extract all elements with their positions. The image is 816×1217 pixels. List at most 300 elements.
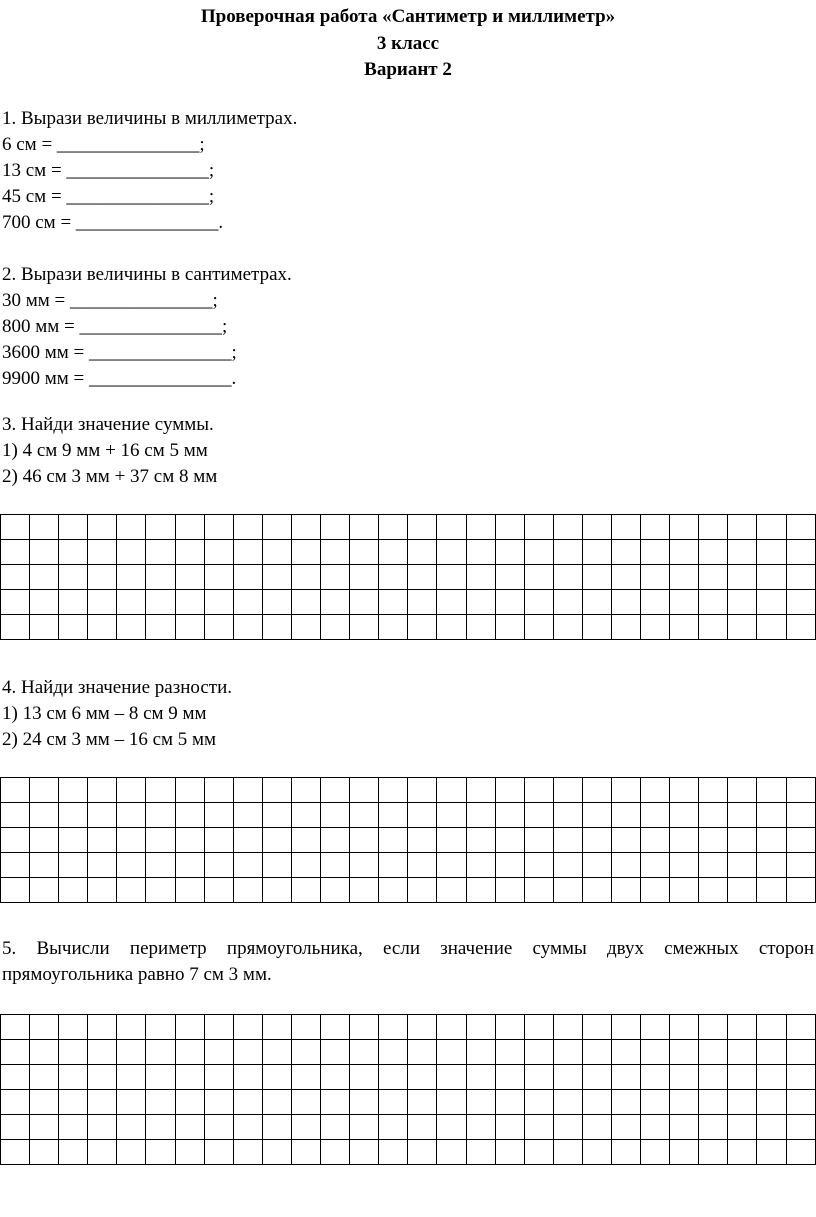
grid-cell[interactable]: [30, 1040, 59, 1065]
grid-cell[interactable]: [553, 615, 582, 640]
grid-cell[interactable]: [641, 1140, 670, 1165]
grid-cell[interactable]: [88, 540, 117, 565]
grid-cell[interactable]: [30, 565, 59, 590]
grid-cell[interactable]: [641, 803, 670, 828]
grid-cell[interactable]: [757, 1140, 786, 1165]
grid-cell[interactable]: [728, 1090, 757, 1115]
grid-cell[interactable]: [59, 1065, 88, 1090]
grid-cell[interactable]: [466, 878, 495, 903]
grid-cell[interactable]: [408, 828, 437, 853]
grid-cell[interactable]: [611, 540, 640, 565]
grid-cell[interactable]: [786, 803, 815, 828]
grid-cell[interactable]: [350, 615, 379, 640]
grid-cell[interactable]: [204, 853, 233, 878]
grid-cell[interactable]: [233, 1065, 262, 1090]
grid-cell[interactable]: [321, 1015, 350, 1040]
grid-cell[interactable]: [408, 540, 437, 565]
grid-cell[interactable]: [291, 615, 320, 640]
grid-cell[interactable]: [88, 1040, 117, 1065]
grid-cell[interactable]: [524, 778, 553, 803]
grid-cell[interactable]: [1, 1115, 30, 1140]
grid-cell[interactable]: [757, 803, 786, 828]
grid-cell[interactable]: [495, 565, 524, 590]
grid-cell[interactable]: [379, 565, 408, 590]
grid-cell[interactable]: [582, 1090, 611, 1115]
grid-cell[interactable]: [728, 540, 757, 565]
grid-cell[interactable]: [582, 1115, 611, 1140]
grid-cell[interactable]: [350, 590, 379, 615]
grid-cell[interactable]: [321, 1065, 350, 1090]
grid-cell[interactable]: [466, 1115, 495, 1140]
grid-cell[interactable]: [466, 1065, 495, 1090]
grid-cell[interactable]: [30, 853, 59, 878]
grid-cell[interactable]: [699, 778, 728, 803]
grid-cell[interactable]: [641, 828, 670, 853]
grid-cell[interactable]: [437, 778, 466, 803]
grid-cell[interactable]: [233, 1090, 262, 1115]
grid-cell[interactable]: [233, 590, 262, 615]
grid-cell[interactable]: [611, 828, 640, 853]
grid-cell[interactable]: [262, 1115, 291, 1140]
grid-cell[interactable]: [728, 515, 757, 540]
grid-cell[interactable]: [466, 778, 495, 803]
grid-cell[interactable]: [379, 540, 408, 565]
grid-cell[interactable]: [146, 565, 175, 590]
grid-cell[interactable]: [582, 540, 611, 565]
grid-cell[interactable]: [146, 1040, 175, 1065]
grid-cell[interactable]: [466, 615, 495, 640]
grid-cell[interactable]: [437, 590, 466, 615]
grid-cell[interactable]: [408, 515, 437, 540]
grid-cell[interactable]: [670, 828, 699, 853]
grid-cell[interactable]: [786, 1065, 815, 1090]
grid-cell[interactable]: [1, 1090, 30, 1115]
grid-cell[interactable]: [670, 1015, 699, 1040]
grid-cell[interactable]: [59, 878, 88, 903]
grid-cell[interactable]: [495, 803, 524, 828]
grid-cell[interactable]: [321, 515, 350, 540]
grid-cell[interactable]: [175, 778, 204, 803]
grid-cell[interactable]: [582, 590, 611, 615]
grid-cell[interactable]: [379, 1065, 408, 1090]
grid-cell[interactable]: [175, 878, 204, 903]
grid-cell[interactable]: [524, 515, 553, 540]
grid-cell[interactable]: [233, 878, 262, 903]
grid-cell[interactable]: [1, 615, 30, 640]
grid-cell[interactable]: [524, 540, 553, 565]
grid-cell[interactable]: [262, 828, 291, 853]
grid-cell[interactable]: [321, 1040, 350, 1065]
grid-cell[interactable]: [30, 828, 59, 853]
grid-cell[interactable]: [408, 778, 437, 803]
grid-cell[interactable]: [786, 540, 815, 565]
grid-cell[interactable]: [611, 1115, 640, 1140]
grid-cell[interactable]: [437, 1115, 466, 1140]
grid-cell[interactable]: [437, 515, 466, 540]
grid-cell[interactable]: [611, 1065, 640, 1090]
grid-cell[interactable]: [204, 778, 233, 803]
grid-cell[interactable]: [524, 1065, 553, 1090]
grid-cell[interactable]: [117, 590, 146, 615]
grid-cell[interactable]: [495, 615, 524, 640]
grid-cell[interactable]: [146, 540, 175, 565]
grid-cell[interactable]: [175, 803, 204, 828]
grid-cell[interactable]: [204, 590, 233, 615]
grid-cell[interactable]: [495, 1015, 524, 1040]
grid-cell[interactable]: [437, 853, 466, 878]
grid-cell[interactable]: [728, 590, 757, 615]
grid-cell[interactable]: [757, 1065, 786, 1090]
grid-cell[interactable]: [699, 615, 728, 640]
grid-cell[interactable]: [88, 590, 117, 615]
grid-cell[interactable]: [728, 878, 757, 903]
grid-cell[interactable]: [466, 1090, 495, 1115]
grid-cell[interactable]: [59, 1040, 88, 1065]
grid-cell[interactable]: [495, 878, 524, 903]
grid-cell[interactable]: [757, 515, 786, 540]
grid-cell[interactable]: [175, 1090, 204, 1115]
grid-cell[interactable]: [204, 1040, 233, 1065]
answer-grid-task3[interactable]: [0, 514, 816, 640]
grid-cell[interactable]: [699, 565, 728, 590]
grid-cell[interactable]: [553, 515, 582, 540]
grid-cell[interactable]: [437, 1090, 466, 1115]
grid-cell[interactable]: [786, 615, 815, 640]
grid-cell[interactable]: [204, 1015, 233, 1040]
grid-cell[interactable]: [88, 828, 117, 853]
grid-cell[interactable]: [262, 803, 291, 828]
grid-cell[interactable]: [757, 1090, 786, 1115]
grid-cell[interactable]: [553, 1015, 582, 1040]
grid-cell[interactable]: [553, 853, 582, 878]
grid-cell[interactable]: [582, 515, 611, 540]
grid-cell[interactable]: [786, 590, 815, 615]
grid-cell[interactable]: [30, 615, 59, 640]
grid-cell[interactable]: [204, 1090, 233, 1115]
grid-cell[interactable]: [553, 878, 582, 903]
grid-cell[interactable]: [321, 778, 350, 803]
grid-cell[interactable]: [30, 1065, 59, 1090]
grid-cell[interactable]: [495, 778, 524, 803]
grid-cell[interactable]: [59, 515, 88, 540]
grid-cell[interactable]: [641, 540, 670, 565]
grid-cell[interactable]: [146, 590, 175, 615]
grid-cell[interactable]: [117, 515, 146, 540]
grid-cell[interactable]: [437, 803, 466, 828]
grid-cell[interactable]: [699, 1090, 728, 1115]
grid-cell[interactable]: [466, 1040, 495, 1065]
grid-cell[interactable]: [699, 1065, 728, 1090]
grid-cell[interactable]: [204, 615, 233, 640]
grid-cell[interactable]: [670, 1090, 699, 1115]
grid-cell[interactable]: [204, 1065, 233, 1090]
grid-cell[interactable]: [786, 1115, 815, 1140]
grid-cell[interactable]: [641, 1090, 670, 1115]
grid-cell[interactable]: [728, 565, 757, 590]
grid-cell[interactable]: [204, 565, 233, 590]
grid-cell[interactable]: [408, 615, 437, 640]
grid-cell[interactable]: [1, 778, 30, 803]
grid-cell[interactable]: [291, 803, 320, 828]
grid-cell[interactable]: [30, 1140, 59, 1165]
grid-cell[interactable]: [59, 1090, 88, 1115]
grid-cell[interactable]: [88, 565, 117, 590]
grid-cell[interactable]: [466, 565, 495, 590]
grid-cell[interactable]: [321, 1140, 350, 1165]
grid-cell[interactable]: [641, 1115, 670, 1140]
grid-cell[interactable]: [321, 828, 350, 853]
grid-cell[interactable]: [553, 590, 582, 615]
grid-cell[interactable]: [350, 1090, 379, 1115]
grid-cell[interactable]: [321, 878, 350, 903]
grid-cell[interactable]: [611, 803, 640, 828]
grid-cell[interactable]: [233, 803, 262, 828]
grid-cell[interactable]: [553, 540, 582, 565]
grid-cell[interactable]: [175, 615, 204, 640]
grid-cell[interactable]: [524, 853, 553, 878]
grid-cell[interactable]: [408, 878, 437, 903]
grid-cell[interactable]: [262, 1090, 291, 1115]
grid-cell[interactable]: [786, 853, 815, 878]
grid-cell[interactable]: [350, 878, 379, 903]
grid-cell[interactable]: [291, 590, 320, 615]
grid-cell[interactable]: [30, 1015, 59, 1040]
grid-cell[interactable]: [728, 1115, 757, 1140]
grid-cell[interactable]: [408, 853, 437, 878]
grid-cell[interactable]: [233, 540, 262, 565]
grid-cell[interactable]: [350, 828, 379, 853]
grid-cell[interactable]: [117, 1090, 146, 1115]
grid-cell[interactable]: [291, 1115, 320, 1140]
grid-cell[interactable]: [1, 878, 30, 903]
grid-cell[interactable]: [175, 515, 204, 540]
grid-cell[interactable]: [495, 853, 524, 878]
grid-cell[interactable]: [379, 1015, 408, 1040]
grid-cell[interactable]: [233, 853, 262, 878]
grid-cell[interactable]: [204, 803, 233, 828]
grid-cell[interactable]: [1, 540, 30, 565]
grid-cell[interactable]: [670, 803, 699, 828]
grid-cell[interactable]: [117, 1140, 146, 1165]
grid-cell[interactable]: [524, 615, 553, 640]
grid-cell[interactable]: [233, 565, 262, 590]
grid-cell[interactable]: [291, 1015, 320, 1040]
grid-cell[interactable]: [699, 803, 728, 828]
grid-cell[interactable]: [291, 565, 320, 590]
grid-cell[interactable]: [757, 615, 786, 640]
answer-grid-task4[interactable]: [0, 777, 816, 903]
grid-cell[interactable]: [291, 778, 320, 803]
grid-cell[interactable]: [437, 828, 466, 853]
grid-cell[interactable]: [233, 828, 262, 853]
grid-cell[interactable]: [582, 878, 611, 903]
grid-cell[interactable]: [204, 1140, 233, 1165]
grid-cell[interactable]: [786, 828, 815, 853]
grid-cell[interactable]: [757, 853, 786, 878]
grid-cell[interactable]: [670, 540, 699, 565]
grid-cell[interactable]: [611, 778, 640, 803]
grid-cell[interactable]: [611, 590, 640, 615]
grid-cell[interactable]: [641, 1065, 670, 1090]
grid-cell[interactable]: [786, 1015, 815, 1040]
grid-cell[interactable]: [321, 1090, 350, 1115]
grid-cell[interactable]: [466, 828, 495, 853]
grid-cell[interactable]: [175, 853, 204, 878]
grid-cell[interactable]: [699, 1015, 728, 1040]
grid-cell[interactable]: [611, 1140, 640, 1165]
grid-cell[interactable]: [262, 515, 291, 540]
grid-cell[interactable]: [204, 828, 233, 853]
grid-cell[interactable]: [757, 1115, 786, 1140]
grid-cell[interactable]: [30, 540, 59, 565]
grid-cell[interactable]: [582, 1065, 611, 1090]
grid-cell[interactable]: [408, 1115, 437, 1140]
grid-cell[interactable]: [233, 778, 262, 803]
grid-cell[interactable]: [262, 565, 291, 590]
grid-cell[interactable]: [699, 1115, 728, 1140]
grid-cell[interactable]: [146, 1090, 175, 1115]
grid-cell[interactable]: [146, 828, 175, 853]
grid-cell[interactable]: [524, 1115, 553, 1140]
grid-cell[interactable]: [524, 1015, 553, 1040]
grid-cell[interactable]: [670, 590, 699, 615]
grid-cell[interactable]: [262, 878, 291, 903]
grid-cell[interactable]: [350, 853, 379, 878]
grid-cell[interactable]: [670, 1065, 699, 1090]
grid-cell[interactable]: [553, 803, 582, 828]
grid-cell[interactable]: [175, 828, 204, 853]
grid-cell[interactable]: [117, 803, 146, 828]
grid-cell[interactable]: [553, 1115, 582, 1140]
grid-cell[interactable]: [786, 1090, 815, 1115]
grid-cell[interactable]: [88, 615, 117, 640]
grid-cell[interactable]: [1, 853, 30, 878]
grid-cell[interactable]: [553, 1090, 582, 1115]
grid-cell[interactable]: [175, 590, 204, 615]
grid-cell[interactable]: [379, 615, 408, 640]
grid-cell[interactable]: [553, 778, 582, 803]
grid-cell[interactable]: [233, 615, 262, 640]
grid-cell[interactable]: [757, 828, 786, 853]
grid-cell[interactable]: [408, 1040, 437, 1065]
grid-cell[interactable]: [408, 565, 437, 590]
grid-cell[interactable]: [30, 590, 59, 615]
grid-cell[interactable]: [437, 1065, 466, 1090]
grid-cell[interactable]: [379, 803, 408, 828]
grid-cell[interactable]: [757, 590, 786, 615]
grid-cell[interactable]: [466, 1140, 495, 1165]
grid-cell[interactable]: [437, 615, 466, 640]
grid-cell[interactable]: [699, 878, 728, 903]
grid-cell[interactable]: [670, 878, 699, 903]
grid-cell[interactable]: [757, 778, 786, 803]
grid-cell[interactable]: [524, 1090, 553, 1115]
grid-cell[interactable]: [379, 515, 408, 540]
grid-cell[interactable]: [553, 1065, 582, 1090]
grid-cell[interactable]: [495, 1140, 524, 1165]
grid-cell[interactable]: [611, 878, 640, 903]
grid-cell[interactable]: [728, 778, 757, 803]
grid-cell[interactable]: [117, 828, 146, 853]
grid-cell[interactable]: [786, 1040, 815, 1065]
grid-cell[interactable]: [146, 778, 175, 803]
grid-cell[interactable]: [379, 1140, 408, 1165]
grid-cell[interactable]: [321, 853, 350, 878]
grid-cell[interactable]: [30, 878, 59, 903]
grid-cell[interactable]: [175, 565, 204, 590]
grid-cell[interactable]: [670, 615, 699, 640]
grid-cell[interactable]: [408, 590, 437, 615]
grid-cell[interactable]: [1, 1140, 30, 1165]
grid-cell[interactable]: [1, 1040, 30, 1065]
grid-cell[interactable]: [262, 615, 291, 640]
grid-cell[interactable]: [582, 615, 611, 640]
grid-cell[interactable]: [146, 1015, 175, 1040]
grid-cell[interactable]: [641, 853, 670, 878]
grid-cell[interactable]: [321, 615, 350, 640]
grid-cell[interactable]: [641, 878, 670, 903]
grid-cell[interactable]: [495, 515, 524, 540]
grid-cell[interactable]: [321, 590, 350, 615]
grid-cell[interactable]: [291, 853, 320, 878]
grid-cell[interactable]: [582, 828, 611, 853]
grid-cell[interactable]: [553, 828, 582, 853]
grid-cell[interactable]: [611, 1090, 640, 1115]
grid-cell[interactable]: [321, 803, 350, 828]
grid-cell[interactable]: [786, 565, 815, 590]
grid-cell[interactable]: [757, 1040, 786, 1065]
grid-cell[interactable]: [262, 1065, 291, 1090]
grid-cell[interactable]: [291, 515, 320, 540]
grid-cell[interactable]: [117, 540, 146, 565]
grid-cell[interactable]: [350, 1065, 379, 1090]
grid-cell[interactable]: [408, 1015, 437, 1040]
grid-cell[interactable]: [728, 1015, 757, 1040]
grid-cell[interactable]: [350, 1115, 379, 1140]
grid-cell[interactable]: [379, 828, 408, 853]
grid-cell[interactable]: [699, 540, 728, 565]
grid-cell[interactable]: [1, 515, 30, 540]
grid-cell[interactable]: [582, 778, 611, 803]
grid-cell[interactable]: [670, 1140, 699, 1165]
grid-cell[interactable]: [466, 540, 495, 565]
grid-cell[interactable]: [350, 540, 379, 565]
grid-cell[interactable]: [524, 1140, 553, 1165]
grid-cell[interactable]: [379, 853, 408, 878]
grid-cell[interactable]: [611, 1040, 640, 1065]
grid-cell[interactable]: [699, 590, 728, 615]
grid-cell[interactable]: [408, 1090, 437, 1115]
grid-cell[interactable]: [204, 1115, 233, 1140]
grid-cell[interactable]: [728, 1040, 757, 1065]
grid-cell[interactable]: [291, 540, 320, 565]
grid-cell[interactable]: [582, 1015, 611, 1040]
grid-cell[interactable]: [728, 1140, 757, 1165]
grid-cell[interactable]: [88, 1115, 117, 1140]
grid-cell[interactable]: [641, 515, 670, 540]
grid-cell[interactable]: [1, 828, 30, 853]
grid-cell[interactable]: [437, 540, 466, 565]
grid-cell[interactable]: [291, 828, 320, 853]
grid-cell[interactable]: [88, 1015, 117, 1040]
grid-cell[interactable]: [1, 565, 30, 590]
grid-cell[interactable]: [670, 515, 699, 540]
grid-cell[interactable]: [350, 1015, 379, 1040]
grid-cell[interactable]: [757, 878, 786, 903]
grid-cell[interactable]: [379, 590, 408, 615]
grid-cell[interactable]: [699, 515, 728, 540]
grid-cell[interactable]: [611, 853, 640, 878]
